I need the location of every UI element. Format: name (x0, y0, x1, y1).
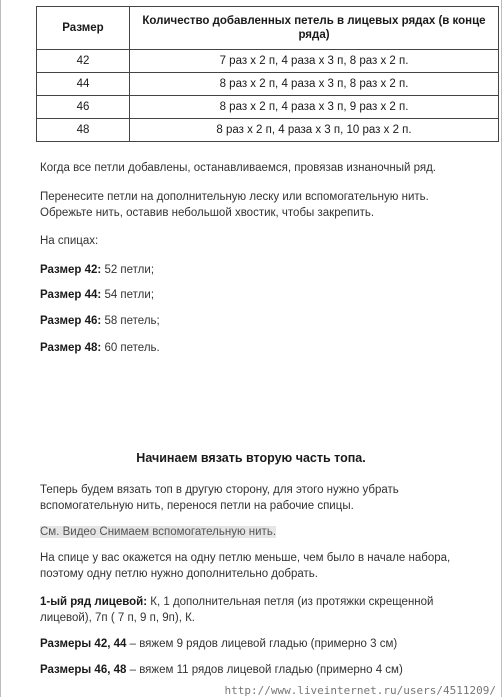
row1-line-2: лицевой), 7п ( 7 п, 9 п, 9п), К. (40, 612, 196, 624)
row1-line-1 (40, 594, 433, 610)
cell-count: 7 раз х 2 п, 4 раза х 3 п, 8 раз х 2 п. (130, 50, 499, 73)
header-size: Размер (37, 7, 130, 50)
paragraph-one-less-1: На спице у вас окажется на одну петлю меньше, чем было в начале набора, (40, 552, 451, 564)
size-label: Размер 46: (40, 315, 102, 327)
size-label: Размер 48: (40, 342, 102, 354)
cell-count: 8 раз х 2 п, 4 раза х 3 п, 9 раз х 2 п. (130, 96, 499, 119)
sizes-42-44-line (40, 636, 397, 652)
on-needles-label: На спицах: (40, 235, 99, 247)
video-link[interactable]: См. Видео Снимаем вспомогательную нить. (40, 526, 277, 538)
sizes-42-44-text: – вяжем 9 рядов лицевой гладью (примерно 3 см) (126, 638, 398, 650)
size-line (40, 287, 154, 303)
paragraph-transfer-1: Перенесите петли на дополнительную леску или вспомогательную нить. (40, 191, 429, 203)
paragraph-other-side-1: Теперь будем вязать топ в другую сторону, для этого нужно убрать (40, 484, 399, 496)
size-value: 52 петли; (104, 264, 155, 276)
table-row (37, 73, 499, 96)
sizes-46-48-label: Размеры 46, 48 (40, 664, 127, 676)
size-line (40, 313, 160, 329)
size-line (40, 340, 160, 356)
size-value: 60 петель. (104, 342, 160, 354)
sizes-46-48-text: – вяжем 11 рядов лицевой гладью (примерно 4 см) (126, 664, 403, 676)
table-header-row (37, 7, 499, 50)
cell-size: 42 (37, 50, 130, 73)
size-label: Размер 42: (40, 264, 102, 276)
section-heading: Начинаем вязать вторую часть топа. (136, 451, 366, 465)
cell-count: 8 раз х 2 п, 4 раза х 3 п, 10 раз х 2 п. (130, 119, 499, 142)
paragraph-transfer-2: Обрежьте нить, оставив небольшой хвостик, чтобы закрепить. (40, 207, 375, 219)
paragraph-stop: Когда все петли добавлены, останавливаемся, провязав изнаночный ряд. (40, 162, 436, 174)
watermark-url: http://www.liveinternet.ru/users/4511209/ (224, 684, 496, 697)
size-line (40, 262, 154, 278)
paragraph-one-less-2: поэтому одну петлю нужно дополнительно добрать. (40, 568, 318, 580)
cell-size: 44 (37, 73, 130, 96)
size-label: Размер 44: (40, 289, 102, 301)
paragraph-other-side-2: вспомогательную нить, перенося петли на рабочие спицы. (40, 500, 354, 512)
sizes-46-48-line (40, 662, 403, 678)
sizes-42-44-label: Размеры 42, 44 (40, 638, 127, 650)
row1-label: 1-ый ряд лицевой: (40, 596, 148, 608)
cell-size: 48 (37, 119, 130, 142)
size-value: 54 петли; (104, 289, 155, 301)
table-row (37, 96, 499, 119)
video-note[interactable] (40, 524, 276, 540)
header-count: Количество добавленных петель в лицевых рядах (в конце ряда) (130, 7, 499, 50)
cell-size: 46 (37, 96, 130, 119)
table-row (37, 119, 499, 142)
sizes-table (36, 6, 499, 142)
cell-count: 8 раз х 2 п, 4 раза х 3 п, 8 раз х 2 п. (130, 73, 499, 96)
row1-text: К, 1 дополнительная петля (из протяжки скрещенной (147, 596, 434, 608)
table-row (37, 50, 499, 73)
size-value: 58 петель; (104, 315, 160, 327)
